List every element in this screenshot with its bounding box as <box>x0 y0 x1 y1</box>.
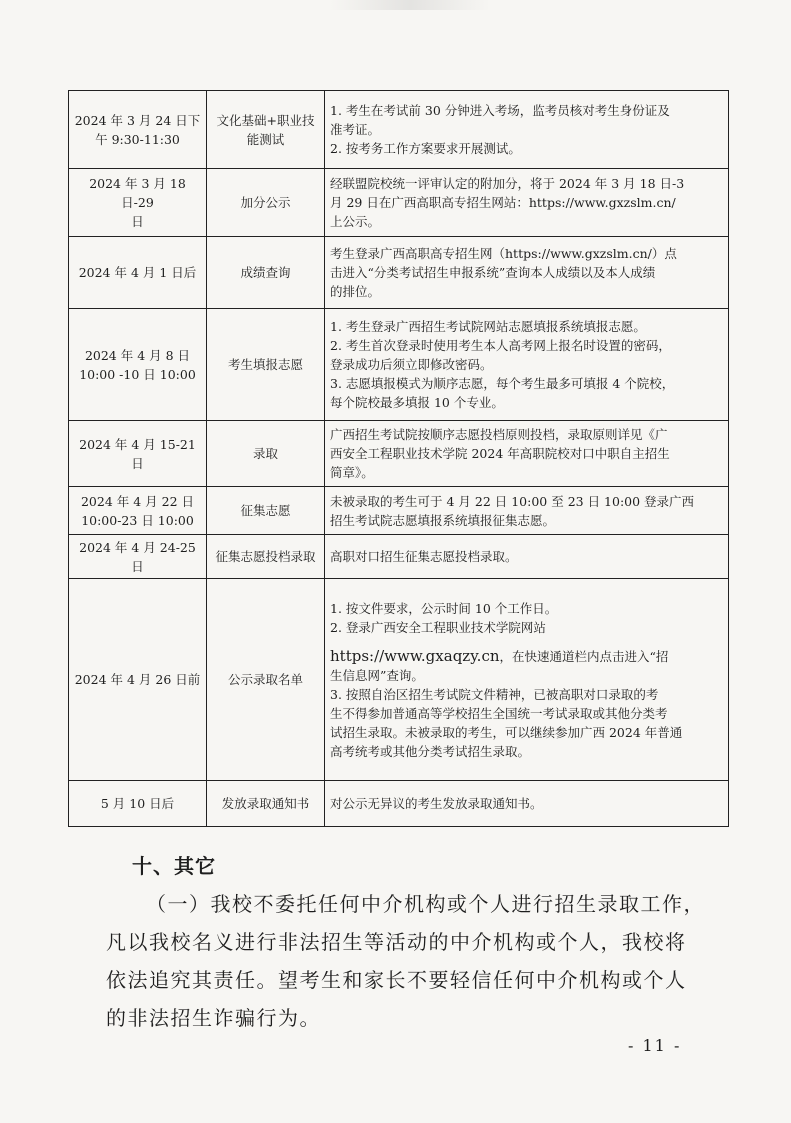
item-cell: 发放录取通知书 <box>207 781 325 827</box>
table-row <box>69 421 729 487</box>
page-number: - 11 - <box>628 1036 682 1055</box>
date-cell: 2024 年 3 月 18 日-29 日 <box>69 169 207 237</box>
table-row <box>69 169 729 237</box>
item-cell: 考生填报志愿 <box>207 309 325 421</box>
desc-cell: 1. 按文件要求，公示时间 10 个工作日。 2. 登录广西安全工程职业技术学院网站 https://www.gxaqzy.cn，在快速通道栏内点击进入“招 生信息网”查询。 3. 按照自治区招生考试院文件精神，已被高职对口录取的考 生不得参加普通高等学校招生全国统一考试录取或其他分类考 试招生录取。未被录取的考生，可以继续参加广西 2024 年普通 高考统考或其他分类考试招生录取。 <box>325 579 729 781</box>
item-cell: 录取 <box>207 421 325 487</box>
date-cell: 2024 年 4 月 15-21 日 <box>69 421 207 487</box>
table-row <box>69 309 729 421</box>
table-row <box>69 579 729 781</box>
section-paragraph: （一）我校不委托任何中介机构或个人进行招生录取工作， 凡以我校名义进行非法招生等活动的中介机构或个人，我校将 依法追究其责任。望考生和家长不要轻信任何中介机构或个人 的非法招生诈骗行为。 <box>106 892 705 1030</box>
table-row <box>69 91 729 169</box>
table-row <box>69 237 729 309</box>
date-cell: 2024 年 4 月 26 日前 <box>69 579 207 781</box>
scan-smudge <box>330 0 490 10</box>
item-cell: 征集志愿 <box>207 487 325 535</box>
item-cell: 加分公示 <box>207 169 325 237</box>
date-cell: 2024 年 4 月 22 日 10:00-23 日 10:00 <box>69 487 207 535</box>
date-cell: 2024 年 3 月 24 日下 午 9:30-11:30 <box>69 91 207 169</box>
date-cell: 2024 年 4 月 1 日后 <box>69 237 207 309</box>
item-cell: 成绩查询 <box>207 237 325 309</box>
item-cell: 征集志愿投档录取 <box>207 535 325 579</box>
table-row <box>69 781 729 827</box>
desc-cell: 1. 考生在考试前 30 分钟进入考场，监考员核对考生身份证及 准考证。 2. 按考务工作方案要求开展测试。 <box>325 91 729 169</box>
desc-cell: 未被录取的考生可于 4 月 22 日 10:00 至 23 日 10:00 登录广西 招生考试院志愿填报系统填报征集志愿。 <box>325 487 729 535</box>
date-cell: 2024 年 4 月 8 日 10:00 -10 日 10:00 <box>69 309 207 421</box>
date-cell: 5 月 10 日后 <box>69 781 207 827</box>
school-url: https://www.gxaqzy.cn <box>330 646 500 665</box>
table-row <box>69 487 729 535</box>
item-cell: 公示录取名单 <box>207 579 325 781</box>
desc-cell: 经联盟院校统一评审认定的附加分，将于 2024 年 3 月 18 日-3 月 29 日在广西高职高专招生网站：https://www.gxzslm.cn/ 上公示。 <box>325 169 729 237</box>
item-cell: 文化基础+职业技 能测试 <box>207 91 325 169</box>
section-heading: 十、其它 <box>132 854 216 878</box>
desc-cell: 1. 考生登录广西招生考试院网站志愿填报系统填报志愿。 2. 考生首次登录时使用考生本人高考网上报名时设置的密码， 登录成功后须立即修改密码。 3. 志愿填报模式为顺序志愿，每个考生最多可填报 4 个院校， 每个院校最多填报 10 个专业。 <box>325 309 729 421</box>
desc-cell: 广西招生考试院按顺序志愿投档原则投档，录取原则详见《广 西安全工程职业技术学院 2024 年高职院校对口中职自主招生 简章》。 <box>325 421 729 487</box>
schedule-table <box>68 90 729 827</box>
desc-cell: 考生登录广西高职高专招生网（https://www.gxzslm.cn/）点 击进入“分类考试招生申报系统”查询本人成绩以及本人成绩 的排位。 <box>325 237 729 309</box>
desc-cell: 高职对口招生征集志愿投档录取。 <box>325 535 729 579</box>
table-row <box>69 535 729 579</box>
desc-cell: 对公示无异议的考生发放录取通知书。 <box>325 781 729 827</box>
date-cell: 2024 年 4 月 24-25 日 <box>69 535 207 579</box>
